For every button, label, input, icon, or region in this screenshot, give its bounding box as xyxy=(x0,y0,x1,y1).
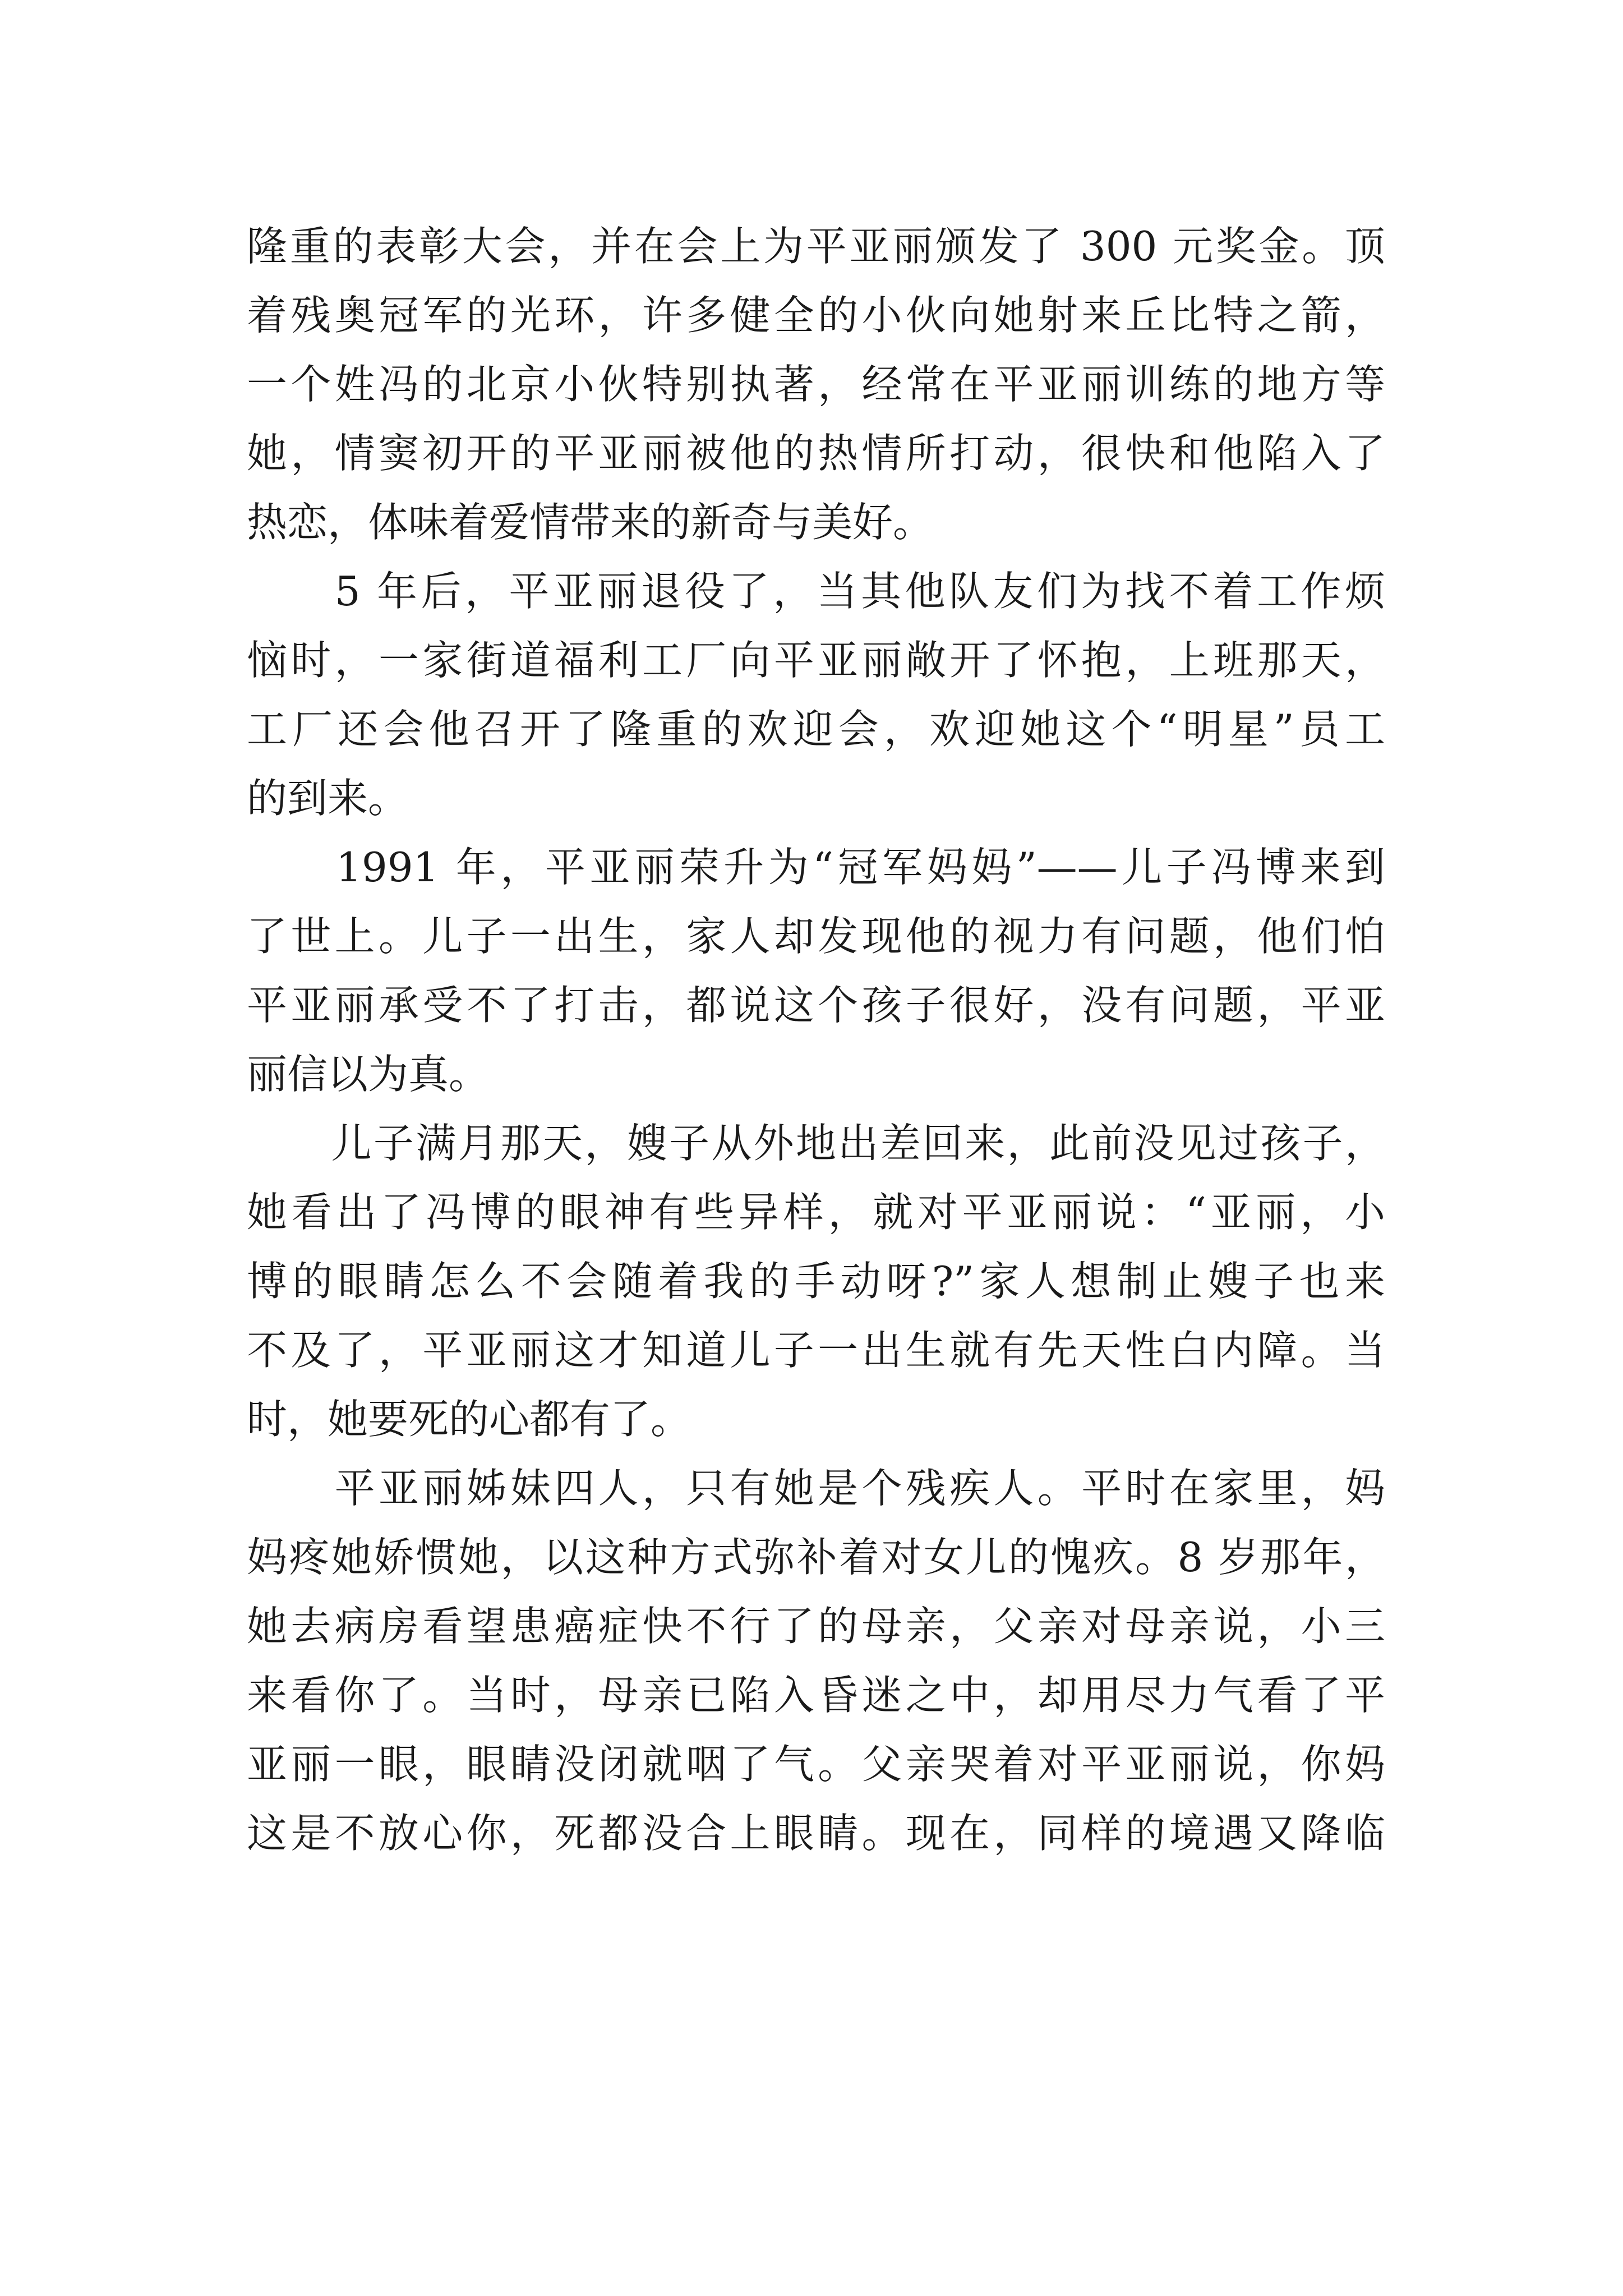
text-line: 时，她要死的心都有了。 xyxy=(247,1396,691,1443)
text-line: 亚丽一眼，眼睛没闭就咽了气。父亲哭着对平亚丽说，你妈 xyxy=(247,1741,1385,1788)
paragraph-2 xyxy=(247,557,1385,833)
text-line: 博的眼睛怎么不会随着我的手动呀?”家人想制止嫂子也来 xyxy=(247,1258,1385,1305)
text-line: 了世上。儿子一出生，家人却发现他的视力有问题，他们怕 xyxy=(247,913,1385,960)
text-line: 热恋，体味着爱情带来的新奇与美好。 xyxy=(247,499,934,546)
text-line: 妈疼她娇惯她，以这种方式弥补着对女儿的愧疚。8 岁那年， xyxy=(247,1534,1385,1581)
text-line: 她看出了冯博的眼神有些异样，就对平亚丽说：“亚丽，小 xyxy=(247,1189,1385,1236)
text-line: 5 年后，平亚丽退役了，当其他队友们为找不着工作烦 xyxy=(247,568,1385,615)
text-line: 的到来。 xyxy=(247,775,409,822)
text-line: 一个姓冯的北京小伙特别执著，经常在平亚丽训练的地方等 xyxy=(247,361,1385,408)
text-line: 她去病房看望患癌症快不行了的母亲，父亲对母亲说，小三 xyxy=(247,1603,1385,1650)
text-line: 这是不放心你，死都没合上眼睛。现在，同样的境遇又降临 xyxy=(247,1810,1385,1857)
text-line: 儿子满月那天，嫂子从外地出差回来，此前没见过孩子， xyxy=(247,1120,1385,1167)
text-line: 来看你了。当时，母亲已陷入昏迷之中，却用尽力气看了平 xyxy=(247,1672,1385,1719)
text-line: 她，情窦初开的平亚丽被他的热情所打动，很快和他陷入了 xyxy=(247,430,1385,477)
text-line: 丽信以为真。 xyxy=(247,1051,490,1098)
text-line: 工厂还会他召开了隆重的欢迎会，欢迎她这个“明星”员工 xyxy=(247,706,1385,753)
paragraph-4 xyxy=(247,1109,1385,1454)
body-text xyxy=(247,212,1385,1868)
paragraph-3 xyxy=(247,833,1385,1109)
text-line: 平亚丽承受不了打击，都说这个孩子很好，没有问题，平亚 xyxy=(247,982,1385,1029)
text-line: 平亚丽姊妹四人，只有她是个残疾人。平时在家里，妈 xyxy=(247,1465,1385,1512)
paragraph-5 xyxy=(247,1454,1385,1868)
text-line: 不及了，平亚丽这才知道儿子一出生就有先天性白内障。当 xyxy=(247,1327,1385,1374)
text-line: 隆重的表彰大会，并在会上为平亚丽颁发了 300 元奖金。顶 xyxy=(247,223,1385,270)
text-line: 着残奥冠军的光环，许多健全的小伙向她射来丘比特之箭， xyxy=(247,292,1385,339)
text-line: 恼时，一家街道福利工厂向平亚丽敞开了怀抱，上班那天， xyxy=(247,637,1385,684)
text-line: 1991 年，平亚丽荣升为“冠军妈妈”——儿子冯博来到 xyxy=(247,844,1385,891)
paragraph-1 xyxy=(247,212,1385,557)
